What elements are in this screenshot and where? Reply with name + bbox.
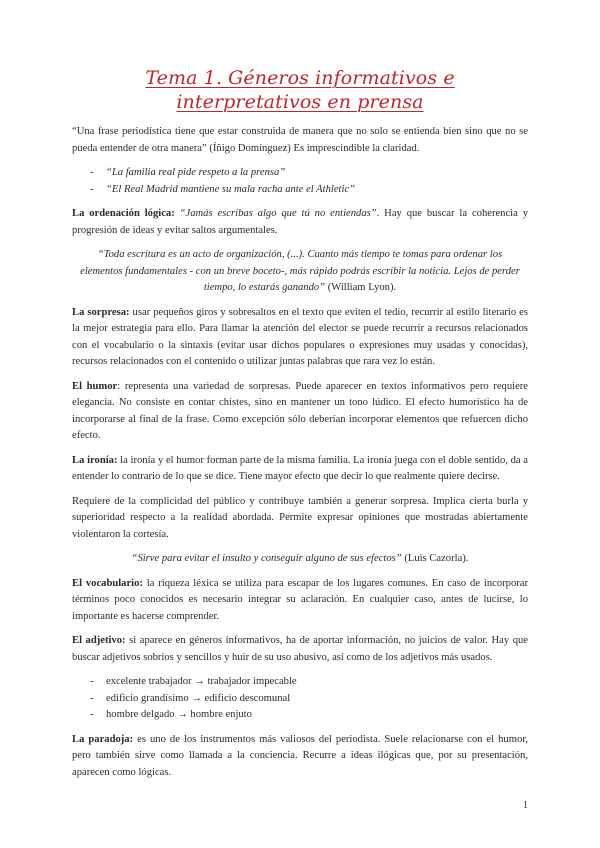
list-item: - edificio grandísimo → edificio descomunal [90,691,528,708]
term-label: El adjetivo: [72,635,126,646]
intro-paragraph: “Una frase periodística tiene que estar construida de manera que no solo se entienda bien sino que no se pueda entender de otra manera” (Íñigo Domínguez) Es imprescindible la claridad. [72,126,528,154]
inline-quote: “Jamás escribas algo que tú no entiendas” [179,208,377,219]
term-label: La ordenación lógica: [72,208,175,219]
humor-paragraph: El humor: representa una variedad de sorpresas. Puede aparecer en textos informativos pero requiere elegancia. No consiste en contar chistes, sino en mantener un tono lúdico. El efecto humorístico ha de incorporarse al final de la frase. Como excepción sólo deberían incorporar elementos que refuercen dicho efecto. [72,380,529,441]
adjetivo-paragraph: El adjetivo: si aparece en géneros informativos, ha de aportar información, no juicios de valor. Hay que buscar adjetivos sobrios y sencillos y huir de su uso abusivo, así como de los adjetivos más usados. [72,635,529,663]
term-label: La ironía: [72,454,118,466]
page-number: 1 [523,800,528,811]
quote-cazorla: “Sirve para evitar el insulto y conseguir alguno de sus efectos” (Luis Cazorla). [131,553,469,564]
example-list-2 [72,674,528,724]
term-label: La sorpresa: [72,306,130,318]
list-item: - excelente trabajador → trabajador impecable [90,674,528,691]
vocabulario-paragraph: El vocabulario: la riqueza léxica se utiliza para escapar de los lugares comunes. En caso de incorporar términos poco conocidos es necesario integrar su aclaración. En cualquier caso, antes de lucirse, lo importante es hacerse comprender. [72,577,528,622]
term-label: El humor [72,380,118,392]
sorpresa-paragraph: La sorpresa: usar pequeños giros y sobresaltos en el texto que eviten el tedio, recurrir al estilo literario es la mejor estrategia para ello. Para llamar la atención del elector se puede recurrir a recursos relacionados con el vocabulario o la sintaxis (evitar usar dichos populares o expresiones muy usadas y conocidas), recursos relacionados con el contenido o utilizar juntas palabras que rara vez lo están. [72,306,529,367]
term-label: El vocabulario: [72,577,143,589]
ordenacion-paragraph: La ordenación lógica: “Jamás escribas algo que tú no entiendas”. Hay que buscar la coherencia y progresión de ideas y evitar saltos argumentales. [72,208,528,236]
quote-lyon: “Toda escritura es un acto de organización, (...). Cuanto más tiempo te tomas para ordenar los elementos fundamentales - con un breve boceto-, más rápido podrás escribir la noticia. Lejos de perder tiempo, lo estarás ganando” (William Lyon). [80,249,520,293]
list-item: - “El Real Madrid mantiene su mala racha ante el Athletic” [90,182,528,199]
term-label: La paradoja: [72,733,134,745]
ironia-paragraph: La ironía: la ironía y el humor forman parte de la misma familia. La ironía juega con el doble sentido, da a entender lo contrario de lo que se dice. Tiene mayor efecto que decir lo que realmente quiere decirse. [72,454,529,482]
example-list-1 [72,165,528,198]
complicidad-paragraph: Requiere de la complicidad del público y contribuye también a generar sorpresa. Implica cierta burla y superioridad respecto a la realidad abordada. Permite expresar opiniones que mostradas abiertamente violentaron la cortesía. [72,495,528,540]
paradoja-paragraph: La paradoja: es uno de los instrumentos más valiosos del periodista. Suele relacionarse con el humor, pero también sirve como llamada a la conciencia. Recurre a ideas ilógicas que, por su presentación, aparecen como lógicas. [72,733,528,778]
list-item: - “La familia real pide respeto a la prensa” [90,165,528,182]
list-item: - hombre delgado → hombre enjuto [90,707,528,724]
page-title: Tema 1. Géneros informativos e interpretativos en prensa [145,67,455,113]
